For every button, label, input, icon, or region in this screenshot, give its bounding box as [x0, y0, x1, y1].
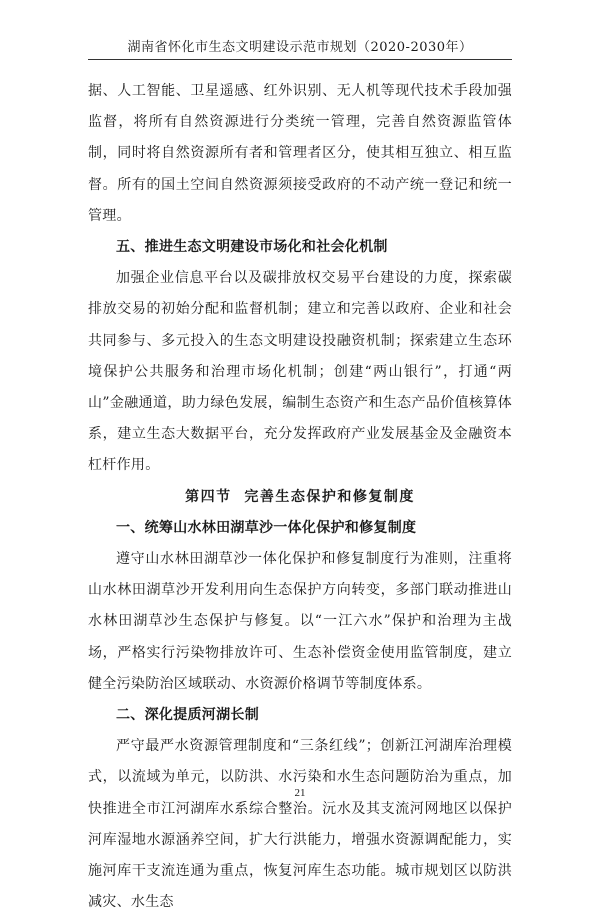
heading-2: 二、深化提质河湖长制: [116, 707, 259, 724]
section-heading: 第四节 完善生态保护和修复制度: [185, 488, 415, 505]
paragraph-2: 严守最严水资源管理制度和“三条红线”；创新江河湖库治理模式，以流域为单元，以防洪、水污染和水生态问题防治为重点，加快推进全市江河湖库水系综合整治。沅水及其支流河网地区以保护河库湿地水源涵养空间，扩大行洪能力，增强水资源调配能力，实施河库干支流连通为重点，恢复河库生态功能。城市规划区以防洪减灾、水生态: [88, 738, 512, 911]
running-header: 湖南省怀化市生态文明建设示范市规划（2020-2030年）: [88, 36, 512, 60]
paragraph-continuation: 据、人工智能、卫星遥感、红外识别、无人机等现代技术手段加强监督，将所有自然资源进行分类统一管理，完善自然资源监管体制，同时将自然资源所有者和管理者区分，使其相互独立、相互监督。所有的国土空间自然资源须接受政府的不动产统一登记和统一管理。: [88, 83, 512, 224]
heading-1: 一、统筹山水林田湖草沙一体化保护和修复制度: [116, 519, 417, 536]
paragraph-5: 加强企业信息平台以及碳排放权交易平台建设的力度，探索碳排放交易的初始分配和监督机制；建立和完善以政府、企业和社会共同参与、多元投入的生态文明建设投融资机制；探索建立生态环境保护公共服务和治理市场化机制；创建“两山银行”，打通“两山”金融通道，助力绿色发展，编制生态资产和生态产品价值核算体系，建立生态大数据平台，充分发挥政府产业发展基金及金融资本杠杆作用。: [88, 270, 512, 474]
paragraph-1: 遵守山水林田湖草沙一体化保护和修复制度行为准则，注重将山水林田湖草沙开发利用向生态保护方向转变，多部门联动推进山水林田湖草沙生态保护与修复。以“一江六水”保护和治理为主战场，严格实行污染物排放许可、生态补偿资金使用监管制度，建立健全污染防治区域联动、水资源价格调节等制度体系。: [88, 551, 512, 692]
page-number: 21: [294, 787, 306, 799]
heading-5: 五、推进生态文明建设市场化和社会化机制: [116, 239, 388, 256]
